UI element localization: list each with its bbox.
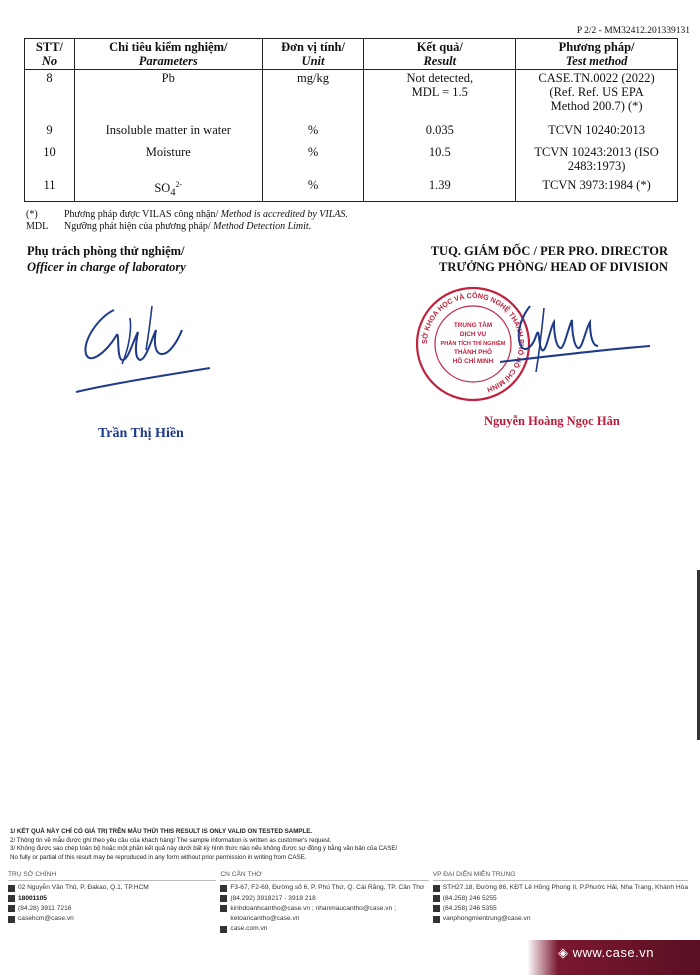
footer-head-office: TRỤ SỞ CHÍNH 02 Nguyễn Văn Thủ, P. Đakao, Q.1, TP.HCM 18001105 (84.28) 3911 7216 casehcm@case.vn [8,870,220,935]
svg-text:HỒ CHÍ MINH: HỒ CHÍ MINH [452,358,494,365]
officer-title: Phụ trách phòng thử nghiệm/ Officer in charge of laboratory [27,244,186,274]
svg-text:PHÂN TÍCH THÍ NGHIỆM: PHÂN TÍCH THÍ NGHIỆM [440,341,506,347]
director-title: TUQ. GIÁM ĐỐC / PER PRO. DIRECTOR TRƯỞNG PHÒNG/ HEAD OF DIVISION [430,244,668,274]
footer-central-office: VP ĐẠI DIỆN MIỀN TRUNG STH27.18, Đường 86, KĐT Lê Hồng Phong II, P.Phước Hải, Nha Trang, Khánh Hòa (84.258) 246 5255 (84.258) 246 5355 vanphongmientrung@case.vn [432,871,689,923]
phone-icon [8,905,15,912]
web-icon [220,926,227,933]
header-result: Kết quả/ Result [364,39,516,70]
header-no: STT/ No [25,39,75,70]
disclaimer: 1/ KẾT QUẢ NÀY CHỈ CÓ GIÁ TRỊ TRÊN MẪU THỬ/ THIS RESULT IS ONLY VALID ON TESTED SAMPLE. 2/ Thông tin về mẫu được ghi theo yêu cầu của khách hàng/ The sample information is written as customer's request. 3/ Không được sao chép toàn bộ hoặc một phần kết quả này dưới bất kỳ hình thức nào nếu không được sự đồng ý bằng văn bản của CASE/ No fully or partial of this result may be reproduced in any form without prior permission in writing from CASE. [10,828,398,861]
svg-text:SỞ KHOA HỌC VÀ CÔNG NGHỆ THÀNH: SỞ KHOA HỌC VÀ CÔNG NGHỆ THÀNH PHỐ HỒ CHÍ MINH [419,290,527,395]
footer-can-tho-branch: CN CẦN THƠ F3-67, F2-69, Đường số 6, P. Phú Thứ, Q. Cái Răng, TP. Cần Thơ (84.292) 3918217 - 3918 218 kinhdoanhcantho@case.vn ; nhanmaucantho@case.vn ; ketoancantho@case.vn case.com.vn [220,870,432,935]
phone-icon [433,895,440,902]
svg-text:TRUNG TÂM: TRUNG TÂM [453,322,493,329]
location-icon [8,885,15,892]
signature-right-image [470,288,670,388]
location-icon [433,885,440,892]
director-name: Nguyễn Hoàng Ngọc Hân [484,414,620,428]
email-icon [433,916,440,923]
email-icon [8,916,15,923]
table-row: 9 Insoluble matter in water % 0.035 TCVN 10240:2013 [25,122,678,144]
note-accredited: (*) Phương pháp được VILAS công nhận/ Method is accredited by VILAS. [26,209,348,220]
footer-contacts [8,870,692,935]
phone-icon [220,895,227,902]
header-parameters: Chỉ tiêu kiểm nghiệm/ Parameters [74,39,262,70]
header-method: Phương pháp/ Test method [516,39,678,70]
hotline-icon [8,895,15,902]
svg-text:DỊCH VỤ: DỊCH VỤ [459,331,487,338]
website-link[interactable]: ◈ www.case.vn [558,945,654,960]
table-row: 8 Pb mg/kg Not detected, MDL = 1.5 CASE.TN.0022 (2022) (Ref. Ref. US EPA Method 200.7) (*) [25,70,678,122]
results-table [24,38,678,202]
table-row: 10 Moisture % 10.5 TCVN 10243:2013 (ISO 2483:1973) [25,144,678,174]
notes [26,209,348,233]
header-unit: Đơn vị tính/ Unit [262,39,364,70]
page-reference: P 2/2 - MM32412.201339131 [576,26,690,36]
table-row: 11 $SO_4^{2-}$ % 1.39 TCVN 3973:1984 (*) [25,174,678,202]
email-icon [220,905,227,912]
location-icon [220,885,227,892]
signature-left-image [70,280,220,400]
officer-name: Trần Thị Hiền [98,426,184,441]
phone-icon [433,905,440,912]
table-header-row [25,39,678,70]
note-mdl: MDL Ngưỡng phát hiện của phương pháp/ Method Detection Limit. [26,221,312,232]
svg-text:THÀNH PHỐ: THÀNH PHỐ [454,349,492,356]
